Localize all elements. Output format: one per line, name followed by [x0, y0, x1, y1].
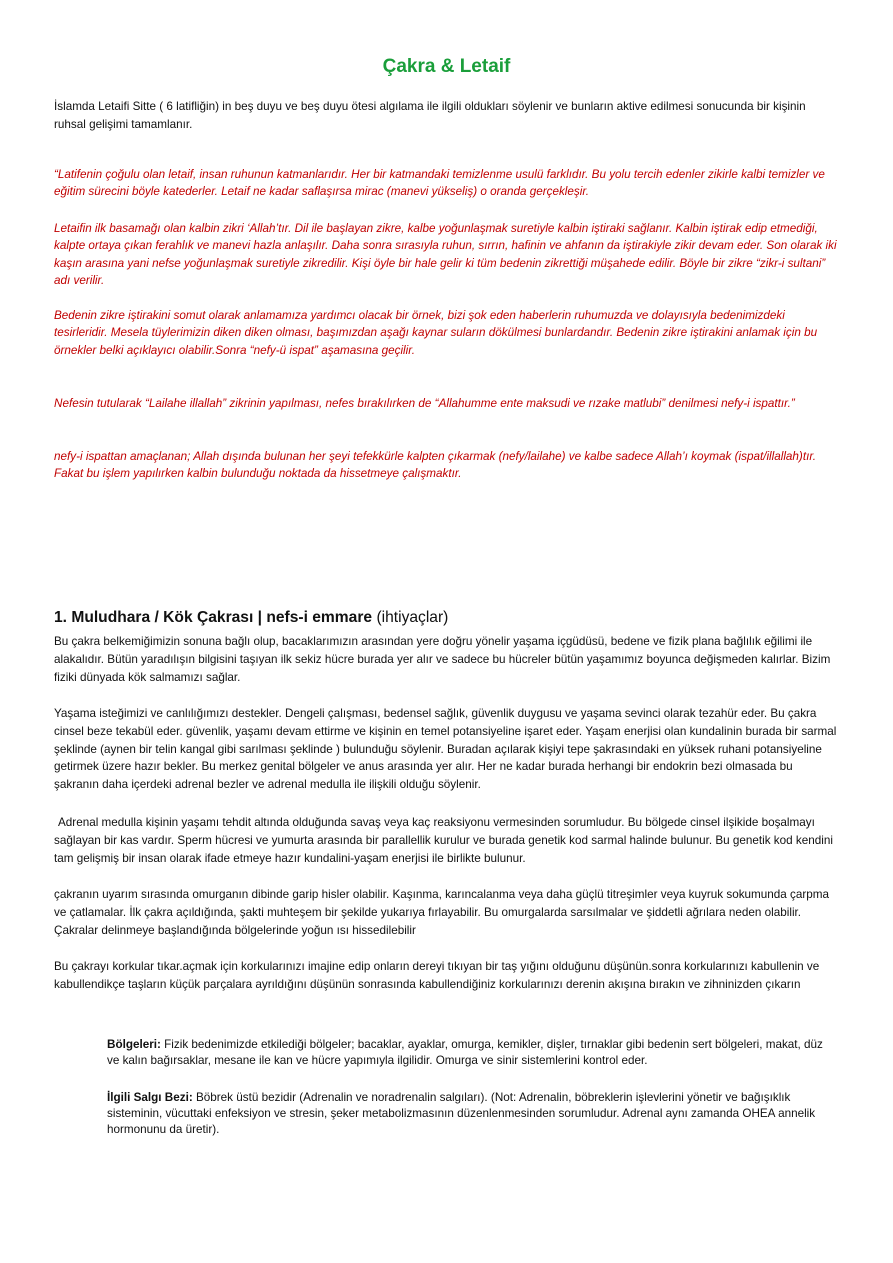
body-paragraph-5: Bu çakrayı korkular tıkar.açmak için korkularınızı imajine edip onların dereyi tıkıyan bir taş yığını olduğunu düşünün.sonra korkularınızı kabullenin ve kabullendikçe taşların küçük parçalara ayrıldığını düşünün sonrasında kabullendiğiniz korkularınızı derenin akışına bırakın ve zihninizden çıkarın [54, 960, 820, 991]
quote-paragraph-3: Bedenin zikre iştirakini somut olarak anlamamıza yardımcı olacak bir örnek, bizi şok eden haberlerin ruhumuzda ve dolayısıyla bedenimizdeki tesirleridir. Mesela tüylerimizin diken diken olması, başımızdan aşağı kaynar suların dökülmesi bunlardandır. Bedenin zikre iştirakini anlamak için bu örnekler belki açıklayıcı olabilir.Sonra “nefy-ü ispat” aşamasına geçilir. [54, 309, 818, 357]
quote-paragraph-2: Letaifin ilk basamağı olan kalbin zikri ‘Allah’tır. Dil ile başlayan zikre, kalbe yoğunlaşmak suretiyle kalbin iştiraki sağlanır. Kalbin iştirak edip etmediği, kalpte ortaya çıkan ferahlık ve manevi hazla anlaşılır. Daha sonra sırasıyla ruhun, sırrın, hafinin ve ahfanın da iştirakiyle zikir devam eder. Son olarak iki kaşın arasına yani nefse yoğunlaşmak suretiyle zikredilir. Kişi öyle bir hale gelir ki tüm bedenin zikrettiği müşahede edilir. Böyle bir zikre “zikr-i sultani” adı verilir. [54, 222, 837, 287]
body-paragraph-3: Adrenal medulla kişinin yaşamı tehdit altında olduğunda savaş veya kaç reaksiyonu vermesinden sorumludur. Bu bölgede cinsel ilşikide boşalmayı sağlayan bir kas vardır. Sperm hücresi ve yumurta arasında bir parallellik kurulur ve burada genetik kod sarmal halinde bulunur. Bu genetik kod kendini tam gelişmiş bir insan olarak ifade etmeye hazır kundalini-yaşam enerjisi ile birlikte bulunur. [54, 816, 833, 865]
detail-regions-text: Fizik bedenimizde etkilediği bölgeler; bacaklar, ayaklar, omurga, kemikler, dişler, tırnaklar gibi bedenin sert bölgeleri, makat, düz ve kalın bağırsaklar, mesane ile kan ve hücre yapımıyla ilgilidir. Omurga ve sinir sistemlerini kontrol eder. [107, 1038, 823, 1067]
body-paragraph-4: çakranın uyarım sırasında omurganın dibinde garip hisler olabilir. Kaşınma, karıncalanma veya daha güçlü titreşimler veya kuyruk sokumunda çarpma ve çatlamalar. İlk çakra açıldığında, şakti muhteşem bir şekilde yukarıya fırlayabilir. Bu omurgalarda sarsılmalar ve şiddetli ağrılara neden olabilir. Çakralar delinmeye başlandığında bölgelerinde yoğun ısı hissedilebilir [54, 888, 829, 937]
section-heading-subtitle: (ihtiyaçlar) [376, 609, 449, 626]
intro-paragraph: İslamda Letaifi Sitte ( 6 latifliğin) in beş duyu ve beş duyu ötesi algılama ile ilgili oldukları söylenir ve bunların aktive edilmesi sonucunda bir kişinin ruhsal gelişimi tamamlanır. [54, 100, 806, 131]
section-heading-title: 1. Muludhara / Kök Çakrası | nefs-i emmare [54, 609, 373, 626]
quote-paragraph-4: Nefesin tutularak “Lailahe illallah” zikrinin yapılması, nefes bırakılırken de “Allahumme ente maksudi ve rızake matlubi” denilmesi nefy-i ispattır.” [54, 397, 795, 410]
quote-paragraph-5: nefy-i ispattan amaçlanan; Allah dışında bulunan her şeyi tefekkürle kalpten çıkarmak (nefy/lailahe) ve kalbe sadece Allah’ı koymak (ispat/illallah)tır. Fakat bu işlem yapılırken kalbin bulunduğu noktada da hissetmeye çalışmaktır. [54, 450, 817, 481]
body-paragraph-2: Yaşama isteğimizi ve canlılığımızı destekler. Dengeli çalışması, bedensel sağlık, güvenlik duygusu ve yaşama sevinci olarak tezahür eder. Bu çakra cinsel beze tekabül eder. güvenlik, yaşamı devam ettirme ve kişinin en temel potansiyeline işaret eder. Yaşam enerjisi olan kundalinin burada bir sarmal şeklinde (aynen bir telin kangal gibi sarılması şeklinde ) bulunduğu söylenir. Buradan açılarak kişiyi tepe şakrasındaki en yüksek ruhani potansiyeline getirmek üzere hazır bekler. Bu merkez genital bölgeler ve anus arasında yer alır. Her ne kadar burada herhangi bir endokrin bezi olmasada bu şakranın daha içerdeki adrenal bezler ve adrenal medulla ile ilişkili olduğu söylenir. [54, 707, 837, 792]
detail-gland-label: İlgili Salgı Bezi: [107, 1091, 193, 1104]
detail-regions-label: Bölgeleri: [107, 1038, 161, 1051]
page-title: Çakra & Letaif [382, 56, 511, 77]
detail-regions [107, 1037, 832, 1069]
detail-gland-text: Böbrek üstü bezidir (Adrenalin ve noradrenalin salgıları). (Not: Adrenalin, böbreklerin işlevlerini yönetir ve bağışıklık sisteminin, vücuttaki enfeksiyon ve stresin, şeker metabolizmasının düzenlenmesinden sorumludur. Adrenal aynı zamanda OHEA annelik hormonunu da üretir). [107, 1091, 816, 1136]
detail-gland [107, 1090, 832, 1137]
section-heading [54, 609, 448, 627]
quote-paragraph-1: “Latifenin çoğulu olan letaif, insan ruhunun katmanlarıdır. Her bir katmandaki temizlenme usulü farklıdır. Bu yolu tercih edenler zikirle kalbi temizler ve eğitim sürecini böyle katederler. Letaif ne kadar saflaşırsa mirac (manevi yükseliş) o oranda gerçekleşir. [54, 168, 825, 199]
body-paragraph-1: Bu çakra belkemiğimizin sonuna bağlı olup, bacaklarımızın arasından yere doğru yönelir yaşama içgüdüsü, bedene ve fizik plana bağlılık eğilimi ile alakalıdır. Bütün yaradılışın bilgisini taşıyan ilk sekiz hücre burada yer alır ve sadece bu hücreler bütün yaşamımız boyunca değişmeden kalırlar. Bizim fiziki dünyada kök salmamızı sağlar. [54, 635, 831, 684]
